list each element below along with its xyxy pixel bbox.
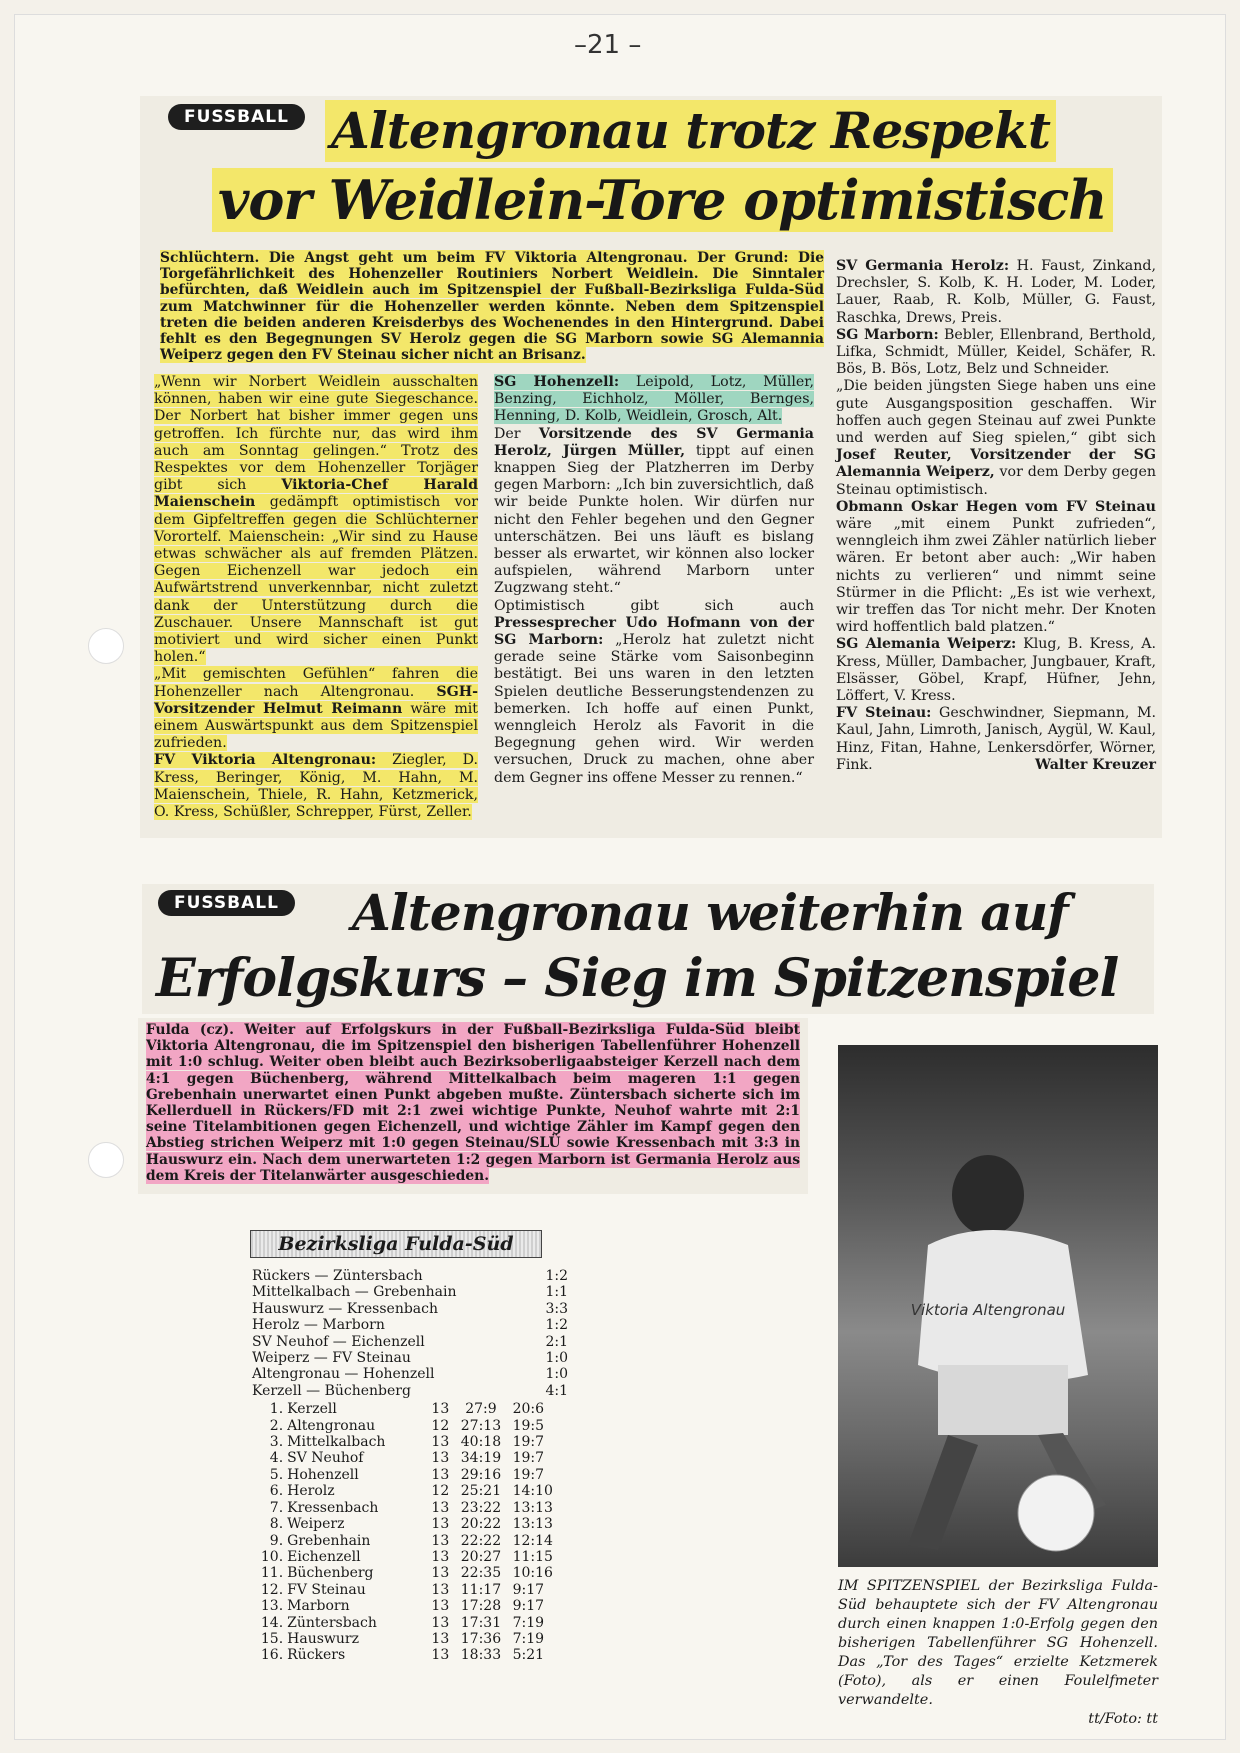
col2-bold2: Vorsitzende des SV Germania Herolz, Jürgen Müller, bbox=[494, 425, 814, 459]
page-number-mark: –21 – bbox=[574, 30, 642, 60]
standing-points: 13:13 bbox=[512, 1499, 553, 1516]
col1-para2: „Mit gemischten Gefühlen“ fahren die Hohenzeller nach Altengronau. bbox=[154, 666, 478, 700]
standing-position: 7. bbox=[269, 1499, 284, 1516]
result-score: 3:3 bbox=[545, 1300, 568, 1317]
standing-games: 12 bbox=[431, 1483, 450, 1500]
standing-position: 15. bbox=[260, 1630, 284, 1647]
league-table-title: Bezirksliga Fulda-Süd bbox=[250, 1230, 542, 1258]
result-score: 1:2 bbox=[545, 1268, 568, 1284]
standings-table bbox=[250, 1401, 570, 1664]
standing-position: 8. bbox=[269, 1516, 284, 1533]
standing-position: 4. bbox=[269, 1450, 284, 1467]
standing-goals: 22:22 bbox=[460, 1532, 502, 1549]
standing-team: Züntersbach bbox=[287, 1614, 377, 1631]
article-2-headline-line2: Erfolgskurs – Sieg im Spitzenspiel bbox=[156, 948, 1119, 1009]
standing-games: 13 bbox=[431, 1516, 450, 1533]
standing-games: 13 bbox=[431, 1450, 450, 1467]
article-1-headline-line2: vor Weidlein-Tore optimistisch bbox=[212, 168, 1113, 232]
standing-points: 9:17 bbox=[512, 1581, 545, 1598]
player-illustration bbox=[838, 1045, 1158, 1567]
standing-row bbox=[250, 1631, 570, 1647]
standing-team: Altengronau bbox=[287, 1417, 376, 1434]
result-score: 2:1 bbox=[545, 1333, 568, 1350]
col2-bold1: SG Hohenzell: bbox=[494, 374, 620, 390]
standing-goals: 18:33 bbox=[460, 1647, 502, 1664]
col1-bold1: Viktoria-Chef Harald Maienschein bbox=[154, 477, 478, 511]
standing-goals: 34:19 bbox=[460, 1450, 502, 1467]
match-photo bbox=[838, 1045, 1158, 1567]
standing-row bbox=[250, 1500, 570, 1516]
standing-points: 19:7 bbox=[512, 1450, 545, 1467]
article-1-column-3 bbox=[836, 258, 1156, 774]
standing-points: 10:16 bbox=[512, 1565, 553, 1582]
col3-para3a: „Die beiden jüngsten Siege haben uns eine gute Ausgangsposition geschaffen. Wir hoffen auch gegen Steinau auf zwei Punkte und werden auf Sieg spielen,“ gibt sich bbox=[836, 378, 1156, 447]
col3-para6: Geschwindner, Siepmann, M. Kaul, Jahn, Limroth, Janisch, Aygül, W. Kaul, Hinz, Fitan, Hahne, Lenkersdörfer, Wörner, Fink. bbox=[836, 705, 1156, 773]
standing-points: 14:10 bbox=[512, 1483, 553, 1500]
standing-row bbox=[250, 1401, 570, 1417]
standing-games: 13 bbox=[431, 1434, 450, 1451]
standing-row bbox=[250, 1615, 570, 1631]
standing-team: Büchenberg bbox=[287, 1565, 374, 1582]
article-2-headline-line1: Altengronau weiterhin auf bbox=[352, 883, 1068, 942]
col1-bold2: SGH-Vorsitzender Helmut Reimann bbox=[154, 683, 478, 717]
standing-games: 13 bbox=[431, 1548, 450, 1565]
standing-games: 13 bbox=[431, 1598, 450, 1615]
article-1-signature: Walter Kreuzer bbox=[1035, 756, 1156, 773]
col3-para1: H. Faust, Zinkand, Drechsler, S. Kolb, K. H. Loder, M. Loder, Lauer, Raab, R. Kolb, Müller, G. Faust, Raschka, Drews, Preis. bbox=[836, 258, 1156, 326]
photo-credit: tt/Foto: tt bbox=[1088, 1711, 1158, 1727]
col3-bold1: SV Germania Herolz: bbox=[836, 258, 1010, 274]
col3-para5: Klug, B. Kress, A. Kress, Müller, Dambacher, Jungbauer, Kraft, Elsässer, Göbel, Krapf, Hüfner, Jehn, Löffert, V. Kress. bbox=[836, 636, 1156, 705]
standing-games: 13 bbox=[431, 1466, 450, 1483]
standing-team: Kerzell bbox=[287, 1401, 337, 1418]
standing-goals: 20:22 bbox=[460, 1516, 502, 1533]
result-score: 1:2 bbox=[545, 1317, 568, 1334]
result-match: SV Neuhof — Eichenzell bbox=[252, 1333, 425, 1350]
standing-position: 6. bbox=[269, 1483, 284, 1500]
result-row bbox=[250, 1284, 570, 1300]
standing-points: 20:6 bbox=[512, 1401, 545, 1418]
result-row bbox=[250, 1366, 570, 1382]
standing-row bbox=[250, 1467, 570, 1483]
col3-para3b: vor dem Derby gegen Steinau optimistisch. bbox=[836, 464, 1157, 498]
standing-row bbox=[250, 1549, 570, 1565]
col1-para2b: wäre mit einem Auswärtspunkt aus dem Spitzenspiel zufrieden. bbox=[154, 700, 479, 752]
standing-position: 12. bbox=[260, 1581, 284, 1598]
article-2-lead bbox=[146, 1022, 800, 1184]
standing-row bbox=[250, 1582, 570, 1598]
standing-row bbox=[250, 1647, 570, 1663]
standing-goals: 23:22 bbox=[460, 1499, 502, 1516]
result-row bbox=[250, 1350, 570, 1366]
article-1-badge: FUSSBALL bbox=[168, 104, 305, 130]
punch-hole-top bbox=[88, 628, 124, 664]
standing-team: Mittelkalbach bbox=[287, 1434, 386, 1451]
standing-points: 5:21 bbox=[512, 1647, 545, 1664]
standing-points: 7:19 bbox=[512, 1614, 545, 1631]
article-1-headline-line1: Altengronau trotz Respekt bbox=[325, 100, 1056, 162]
result-match: Hauswurz — Kressenbach bbox=[252, 1300, 438, 1317]
standing-goals: 40:18 bbox=[460, 1434, 502, 1451]
col3-para4: wäre „mit einem Punkt zufrieden“, wenngleich ihm zwei Zähler natürlich lieber wären. Er betont aber auch: „Wir haben nichts zu verlieren“ und nimmt seine Stürmer in die Pflicht: „Es ist wie verhext, wir treffen das Tor nicht mehr. Der Knoten wird hoffentlich bald platzen.“ bbox=[836, 516, 1156, 636]
standing-games: 13 bbox=[431, 1499, 450, 1516]
result-score: 1:1 bbox=[545, 1284, 568, 1301]
col1-para3: Ziegler, D. Kress, Beringer, König, M. Hahn, M. Maienschein, Thiele, R. Hahn, Ketzmerick, O. Kress, Schüßler, Schrepper, Fürst, Zeller. bbox=[154, 752, 478, 821]
col3-bold5: SG Alemania Weiperz: bbox=[836, 636, 1017, 653]
standing-games: 13 bbox=[431, 1614, 450, 1631]
standing-points: 12:14 bbox=[512, 1532, 553, 1549]
standing-row bbox=[250, 1483, 570, 1499]
standing-position: 3. bbox=[269, 1434, 284, 1451]
result-match: Rückers — Züntersbach bbox=[252, 1268, 423, 1284]
standing-position: 9. bbox=[269, 1532, 284, 1549]
article-2-lead-text: Fulda (cz). Weiter auf Erfolgskurs in der Fußball-Bezirksliga Fulda-Süd bleibt Viktoria Altengronau, die im Spitzenspiel den bisherigen Tabellenführer Hohenzell mit 1:0 schlug. Weiter oben bleibt auch Bezirksoberligaabsteiger Kerzell nach dem 4:1 gegen Büchenberg, während Mittelkalbach beim mageren 1:1 gegen Grebenhain unerwartet einen Punkt abgeben mußte. Züntersbach sicherte sich im Kellerduell in Rückers/FD mit 2:1 zwei wichtige Punkte, Neuhof wahrte mit 2:1 seine Titelambitionen gegen Eichenzell, und wichtige Zähler im Kampf gegen den Abstieg strichen Weiperz mit 1:0 gegen Steinau/SLÜ sowie Kressenbach mit 3:3 in Hauswurz ein. Nach dem unerwarteten 1:2 gegen Marborn ist Germania Herolz aus dem Kreis der Titelanwärter ausgeschieden. bbox=[146, 1022, 800, 1184]
col1-para1b: gedämpft optimistisch vor dem Gipfeltreffen gegen die Schlüchterner Vorortelf. Maienschein: „Wir sind zu Hause etwas schwächer als auf fremden Plätzen. Gegen Eichenzell war jedoch ein Aufwärtstrend unverkennbar, nicht zuletzt dank der Unterstützung durch die Zuschauer. Unsere Mannschaft ist gut motiviert und wird sicher einen Punkt holen.“ bbox=[154, 494, 478, 666]
standing-position: 10. bbox=[260, 1548, 284, 1565]
standing-row bbox=[250, 1434, 570, 1450]
shirt-lettering: Viktoria Altengronau bbox=[910, 1301, 1066, 1319]
result-match: Altengronau — Hohenzell bbox=[252, 1366, 435, 1383]
standing-games: 13 bbox=[431, 1630, 450, 1647]
standing-position: 11. bbox=[260, 1565, 284, 1582]
standing-goals: 17:36 bbox=[460, 1630, 502, 1647]
standing-row bbox=[250, 1418, 570, 1434]
standing-team: Hauswurz bbox=[287, 1630, 359, 1647]
standing-row bbox=[250, 1533, 570, 1549]
result-match: Mittelkalbach — Grebenhain bbox=[252, 1284, 457, 1301]
standing-goals: 11:17 bbox=[460, 1581, 502, 1598]
result-score: 1:0 bbox=[545, 1350, 568, 1367]
standing-games: 13 bbox=[431, 1647, 450, 1664]
result-match: Herolz — Marborn bbox=[252, 1317, 385, 1334]
col1-para1: „Wenn wir Norbert Weidlein ausschalten können, haben wir eine gute Siegeschance. Der Norbert hat bisher immer gegen uns getroffen. Ich fürchte nur, das wird ihm auch am Sonntag gelingen.“ Trotz des Respektes vor dem Hohenzeller Torjäger gibt sich bbox=[154, 374, 478, 494]
col3-bold2: SG Marborn: bbox=[836, 326, 939, 343]
standing-team: Grebenhain bbox=[287, 1532, 371, 1549]
results-table bbox=[250, 1268, 570, 1399]
standing-points: 13:13 bbox=[512, 1516, 553, 1533]
standing-goals: 17:31 bbox=[460, 1614, 502, 1631]
standing-goals: 20:27 bbox=[460, 1548, 502, 1565]
standing-goals: 22:35 bbox=[460, 1565, 502, 1582]
standing-team: Kressenbach bbox=[287, 1499, 379, 1516]
punch-hole-bottom bbox=[88, 1142, 124, 1178]
result-row bbox=[250, 1334, 570, 1350]
col3-bold3: Josef Reuter, Vorsitzender der SG Alemannia Weiperz, bbox=[836, 447, 1156, 481]
standing-team: Eichenzell bbox=[287, 1548, 361, 1565]
standing-position: 2. bbox=[269, 1417, 284, 1434]
standing-games: 12 bbox=[431, 1417, 450, 1434]
standing-games: 13 bbox=[431, 1401, 450, 1418]
standing-row bbox=[250, 1598, 570, 1614]
standing-goals: 17:28 bbox=[460, 1598, 502, 1615]
standing-team: Marborn bbox=[287, 1598, 350, 1615]
standing-position: 16. bbox=[260, 1647, 284, 1664]
article-1-lead bbox=[160, 250, 824, 363]
standing-position: 13. bbox=[260, 1598, 284, 1615]
col2-para3a: Optimistisch gibt sich auch bbox=[494, 597, 814, 614]
standing-goals: 27:13 bbox=[460, 1417, 502, 1434]
standing-points: 9:17 bbox=[512, 1598, 545, 1615]
standing-team: Hohenzell bbox=[287, 1466, 359, 1483]
standing-goals: 25:21 bbox=[460, 1483, 502, 1500]
result-score: 4:1 bbox=[545, 1382, 568, 1399]
standing-points: 19:7 bbox=[512, 1466, 545, 1483]
col1-bold3: FV Viktoria Altengronau: bbox=[154, 752, 377, 769]
article-1-lead-text: Schlüchtern. Die Angst geht um beim FV Viktoria Altengronau. Der Grund: Die Torgefährlichkeit des Hohenzeller Routiniers Norbert Weidlein. Die Sinntaler befürchten, daß Weidlein auch im Spitzenspiel der Fußball-Bezirksliga Fulda-Süd zum Matchwinner für die Hohenzeller werden könnte. Neben dem Spitzenspiel treten die beiden anderen Kreisderbys des Wochenendes in den Hintergrund. Dabei fehlt es den Begegnungen SV Herolz gegen die SG Marborn sowie SG Alemannia Weiperz gegen den FV Steinau sicher nicht an Brisanz. bbox=[160, 250, 824, 364]
standing-team: SV Neuhof bbox=[287, 1450, 364, 1467]
standing-points: 19:7 bbox=[512, 1434, 545, 1451]
col2-bold3: Pressesprecher Udo Hofmann von der SG Marborn: bbox=[494, 614, 814, 649]
standing-games: 13 bbox=[431, 1581, 450, 1598]
photo-caption-text: IM SPITZENSPIEL der Bezirksliga Fulda-Süd behauptete sich der FV Altengronau durch einen knappen 1:0-Erfolg gegen den bisherigen Tabellenführer SG Hohenzell. Das „Tor des Tages“ erzielte Ketzmerek (Foto), als er einen Foulelfmeter verwandelte. bbox=[838, 1578, 1158, 1708]
standing-games: 13 bbox=[431, 1532, 450, 1549]
standing-team: FV Steinau bbox=[287, 1581, 366, 1598]
standing-team: Herolz bbox=[287, 1483, 335, 1500]
standing-team: Rückers bbox=[287, 1647, 346, 1664]
article-1-column-1 bbox=[154, 374, 478, 821]
standing-goals: 27:9 bbox=[465, 1401, 497, 1418]
standing-position: 5. bbox=[269, 1466, 284, 1483]
standing-points: 7:19 bbox=[512, 1630, 545, 1647]
col2-para3b: „Herolz hat zuletzt nicht gerade seine Stärke vom Saisonbeginn bestätigt. Bei uns waren in den letzten Spielen deutliche Besserungstendenzen zu bemerken. Ich hoffe auf einen Punkt, wenngleich Herolz als Favorit in die Begegnung gehen wird. Wir werden versuchen, Druck zu machen, ohne aber dem Gegner ins offene Messer zu rennen.“ bbox=[494, 632, 814, 786]
standing-row bbox=[250, 1565, 570, 1581]
result-score: 1:0 bbox=[545, 1366, 568, 1383]
result-row bbox=[250, 1383, 570, 1399]
result-row bbox=[250, 1317, 570, 1333]
col3-para2: Bebler, Ellenbrand, Berthold, Lifka, Schmidt, Müller, Keidel, Schäfer, R. Bös, B. Bös, Lotz, Belz und Schneider. bbox=[836, 326, 1156, 378]
col2-para2b: tippt auf einen knappen Sieg der Platzherren im Derby gegen Marborn: „Ich bin zuversichtlich, daß wir beide Punkte holen. Wir dürfen nur nicht den Fehler begehen und den Gegner unterschätzen. Bei uns läuft es bislang besser als erwartet, wir können also locker aufspielen, während Marborn unter Zugzwang steht.“ bbox=[494, 442, 814, 597]
standing-points: 11:15 bbox=[512, 1548, 553, 1565]
league-table bbox=[250, 1230, 570, 1664]
article-1-column-2 bbox=[494, 374, 814, 787]
col2-para2a: Der bbox=[494, 425, 521, 442]
col2-para1: Leipold, Lotz, Müller, Benzing, Eichholz, Möller, Bernges, Henning, D. Kolb, Weidlein, Grosch, Alt. bbox=[494, 374, 814, 425]
standing-position: 1. bbox=[269, 1401, 284, 1418]
col3-bold6: FV Steinau: bbox=[836, 705, 932, 722]
article-2-badge: FUSSBALL bbox=[158, 890, 295, 916]
standing-position: 14. bbox=[260, 1614, 284, 1631]
result-match: Kerzell — Büchenberg bbox=[252, 1382, 411, 1399]
standing-points: 19:5 bbox=[512, 1417, 545, 1434]
col3-bold4: Obmann Oskar Hegen vom FV Steinau bbox=[836, 498, 1156, 515]
result-match: Weiperz — FV Steinau bbox=[252, 1350, 411, 1367]
result-row bbox=[250, 1301, 570, 1317]
standing-row bbox=[250, 1450, 570, 1466]
standing-goals: 29:16 bbox=[460, 1466, 502, 1483]
standing-team: Weiperz bbox=[287, 1516, 345, 1533]
result-row bbox=[250, 1268, 570, 1284]
standing-row bbox=[250, 1516, 570, 1532]
photo-caption bbox=[838, 1577, 1158, 1729]
standing-games: 13 bbox=[431, 1565, 450, 1582]
